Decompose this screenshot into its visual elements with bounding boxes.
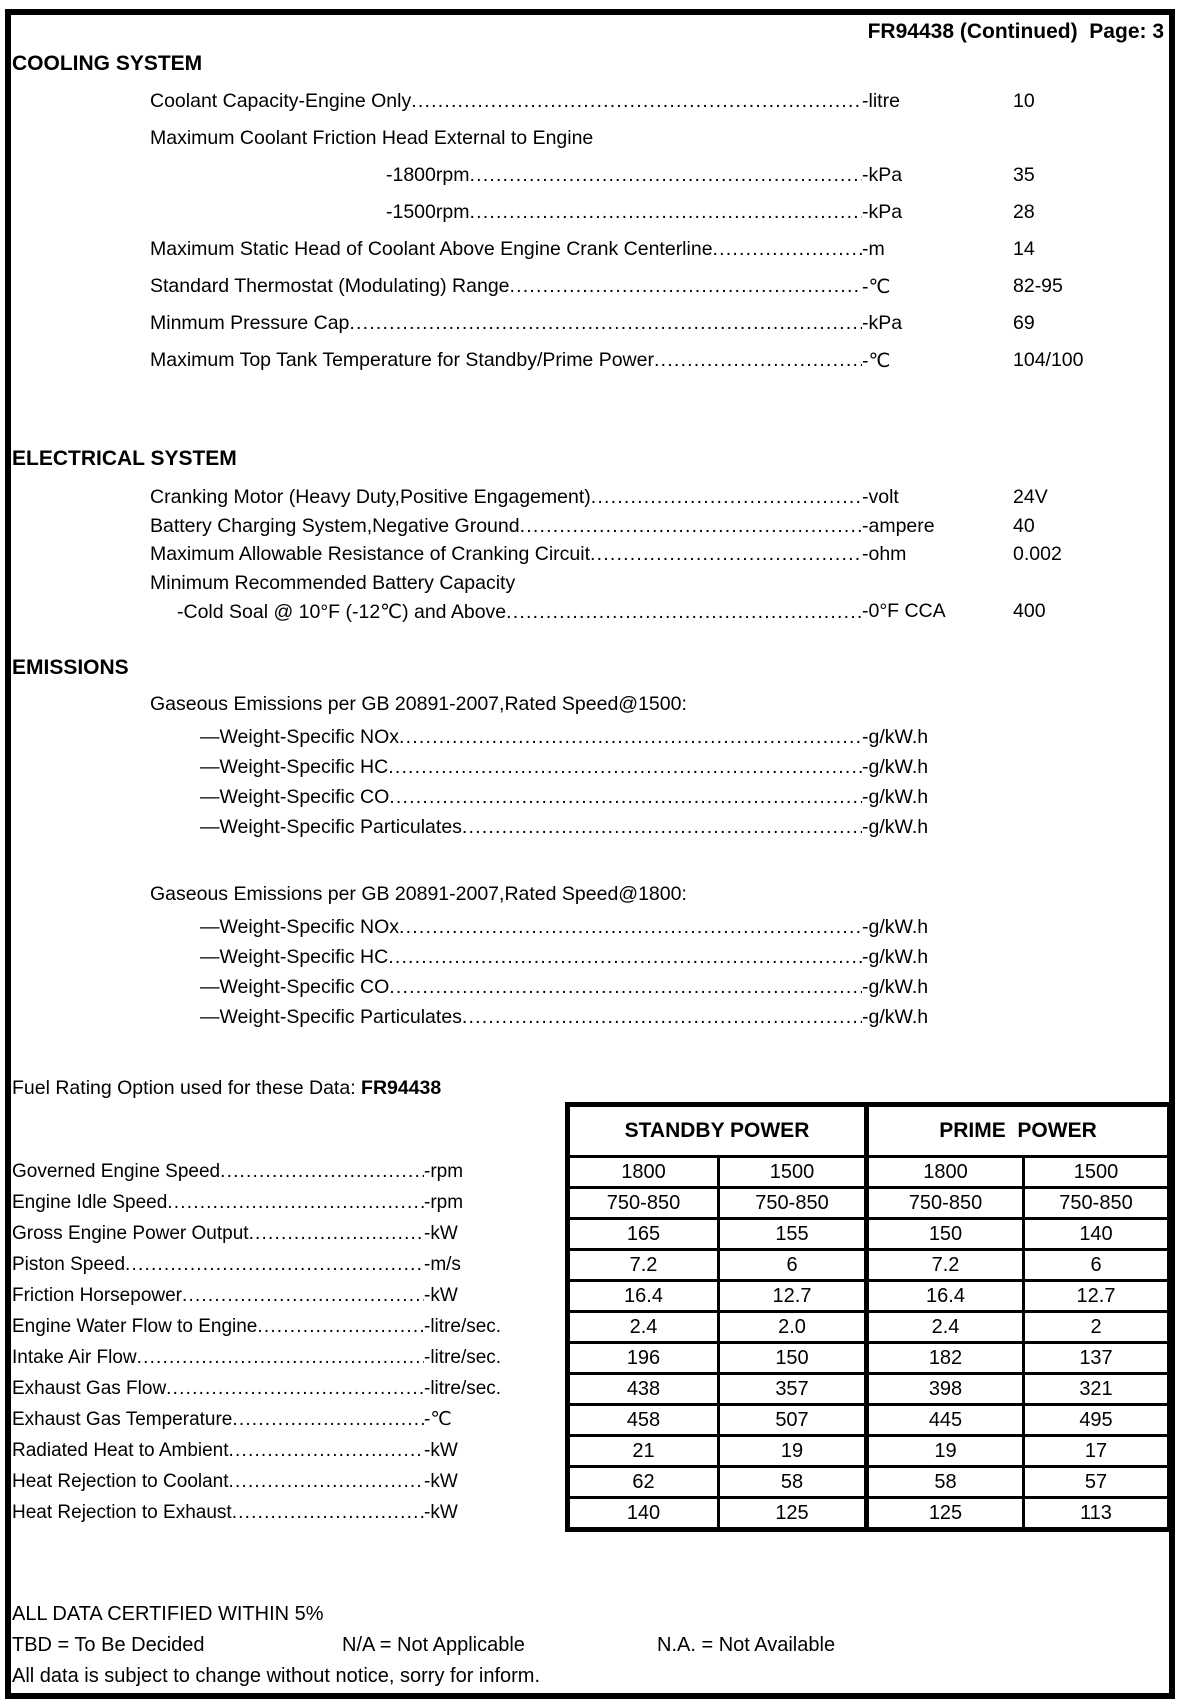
spec-row: [12, 600, 1168, 629]
dot-leader: [520, 515, 862, 538]
cooling-rows: [12, 90, 1168, 386]
dot-leader: [469, 164, 862, 187]
electrical-rows: [12, 486, 1168, 629]
spec-value: 28: [1013, 201, 1035, 223]
spec-row: [12, 786, 1168, 816]
spec-unit: -g/kW.h: [862, 786, 929, 808]
perf-label: Heat Rejection to Exhaust: [12, 1502, 232, 1523]
table-cell: 6: [1024, 1250, 1170, 1281]
dot-leader: [388, 946, 862, 969]
spec-row: [12, 543, 1168, 572]
spec-label: —Weight-Specific NOx: [200, 916, 400, 938]
perf-unit: -litre/sec.: [424, 1316, 502, 1337]
table-cell: 150: [867, 1219, 1024, 1250]
table-row: [568, 1436, 1170, 1467]
spec-value: 40: [1013, 514, 1035, 537]
perf-label-row: [12, 1311, 552, 1342]
table-cell: 16.4: [867, 1281, 1024, 1312]
section-title-electrical: ELECTRICAL SYSTEM: [12, 447, 237, 470]
perf-label: Engine Idle Speed: [12, 1192, 168, 1213]
dot-leader: [399, 916, 862, 939]
spec-row: [12, 946, 1168, 976]
perf-label-row: [12, 1466, 552, 1497]
spec-unit: -kPa: [862, 312, 903, 334]
dot-leader: [462, 1006, 862, 1029]
spec-row: [12, 756, 1168, 786]
perf-label-row: [12, 1435, 552, 1466]
spec-value: 14: [1013, 238, 1035, 260]
dot-leader: [229, 1466, 424, 1497]
section-title-emissions: EMISSIONS: [12, 656, 129, 679]
table-cell: 165: [568, 1219, 719, 1250]
table-cell: 2.4: [867, 1312, 1024, 1343]
table-row: [568, 1312, 1170, 1343]
spec-row: [12, 486, 1168, 515]
table-cell: 19: [867, 1436, 1024, 1467]
table-row: [568, 1498, 1170, 1530]
spec-unit: -g/kW.h: [862, 1006, 929, 1028]
spec-label: —Weight-Specific HC: [200, 946, 389, 968]
legend-na-available: N.A. = Not Available: [657, 1634, 836, 1656]
perf-unit: -m/s: [424, 1254, 461, 1275]
spec-unit: -g/kW.h: [862, 976, 929, 998]
table-cell: 2.0: [719, 1312, 867, 1343]
spec-row: [12, 312, 1168, 349]
table-cell: 125: [719, 1498, 867, 1530]
table-cell: 750-850: [568, 1188, 719, 1219]
table-cell: 12.7: [719, 1281, 867, 1312]
table-cell: 137: [1024, 1343, 1170, 1374]
table-cell: 196: [568, 1343, 719, 1374]
perf-unit: -kW: [424, 1440, 458, 1461]
emissions-group-heading: Gaseous Emissions per GB 20891-2007,Rated Speed@1500:: [150, 693, 687, 715]
table-row: [568, 1374, 1170, 1405]
dot-leader: [399, 726, 862, 749]
dot-leader: [713, 238, 862, 261]
perf-unit: -kW: [424, 1223, 458, 1244]
perf-label-row: [12, 1280, 552, 1311]
spec-unit: -kPa: [862, 164, 903, 186]
table-cell: 182: [867, 1343, 1024, 1374]
fuel-rating-prefix: Fuel Rating Option used for these Data:: [12, 1077, 362, 1099]
spec-unit: -℃: [862, 350, 891, 372]
spec-row: [12, 916, 1168, 946]
table-cell: 321: [1024, 1374, 1170, 1405]
dot-leader: [349, 312, 862, 335]
fuel-rating-code: FR94438: [361, 1077, 442, 1099]
dot-leader: [506, 601, 862, 624]
table-row: [568, 1188, 1170, 1219]
spec-unit: -g/kW.h: [862, 946, 929, 968]
table-cell: 57: [1024, 1467, 1170, 1498]
table-row: [568, 1250, 1170, 1281]
table-cell: 7.2: [867, 1250, 1024, 1281]
perf-label-row: [12, 1218, 552, 1249]
table-cell: 2: [1024, 1312, 1170, 1343]
column-group-standby: STANDBY POWER: [568, 1105, 867, 1157]
dot-leader: [389, 786, 862, 809]
spec-label: -Cold Soal @ 10°F (-12℃) and Above: [177, 601, 507, 623]
spec-label: —Weight-Specific Particulates: [200, 1006, 462, 1028]
spec-label: —Weight-Specific Particulates: [200, 816, 462, 838]
footer-legend: [12, 1634, 1162, 1658]
perf-label: Exhaust Gas Flow: [12, 1378, 167, 1399]
spec-label: Minimum Recommended Battery Capacity: [150, 571, 516, 594]
table-cell: 12.7: [1024, 1281, 1170, 1312]
perf-label: Exhaust Gas Temperature: [12, 1409, 233, 1430]
spec-label: Coolant Capacity-Engine Only: [150, 90, 412, 112]
table-cell: 113: [1024, 1498, 1170, 1530]
footer-certified: ALL DATA CERTIFIED WITHIN 5%: [12, 1603, 324, 1625]
spec-row: [12, 572, 1168, 601]
perf-unit: -rpm: [424, 1161, 464, 1182]
spec-unit: -ohm: [862, 543, 907, 565]
perf-unit: -℃: [424, 1409, 452, 1430]
table-cell: 1500: [1024, 1157, 1170, 1188]
perf-label: Radiated Heat to Ambient: [12, 1440, 229, 1461]
spec-label: Maximum Coolant Friction Head External to Engine: [150, 127, 594, 149]
table-cell: 438: [568, 1374, 719, 1405]
legend-na-applicable: N/A = Not Applicable: [342, 1634, 525, 1656]
dot-leader: [220, 1156, 424, 1187]
dot-leader: [654, 349, 862, 372]
dot-leader: [167, 1187, 424, 1218]
spec-label: —Weight-Specific HC: [200, 756, 389, 778]
spec-value: 24V: [1013, 486, 1048, 508]
table-cell: 1500: [719, 1157, 867, 1188]
spec-row: [12, 238, 1168, 275]
table-cell: 140: [568, 1498, 719, 1530]
table-cell: 750-850: [719, 1188, 867, 1219]
table-cell: 750-850: [1024, 1188, 1170, 1219]
spec-unit: -ampere: [862, 514, 935, 537]
table-cell: 16.4: [568, 1281, 719, 1312]
table-cell: 125: [867, 1498, 1024, 1530]
spec-unit: -℃: [862, 276, 891, 298]
table-row: [568, 1157, 1170, 1188]
dot-leader: [232, 1404, 424, 1435]
dot-leader: [137, 1342, 424, 1373]
perf-unit: -litre/sec.: [424, 1378, 502, 1399]
spec-label: -1800rpm: [386, 164, 470, 186]
table-row: [568, 1467, 1170, 1498]
dot-leader: [591, 486, 862, 509]
fuel-rating-line: [12, 1077, 441, 1100]
spec-value: 35: [1013, 164, 1035, 186]
spec-unit: -0°F CCA: [862, 600, 946, 622]
spec-value: 104/100: [1013, 349, 1084, 371]
spec-row: [12, 201, 1168, 238]
dot-leader: [389, 976, 862, 999]
spec-label: -1500rpm: [386, 201, 470, 223]
spec-label: Maximum Allowable Resistance of Cranking Circuit: [150, 543, 590, 565]
table-cell: 445: [867, 1405, 1024, 1436]
perf-label: Gross Engine Power Output: [12, 1223, 249, 1244]
table-cell: 150: [719, 1343, 867, 1374]
spec-value: 10: [1013, 90, 1035, 112]
dot-leader: [510, 275, 862, 298]
spec-label: Cranking Motor (Heavy Duty,Positive Engagement): [150, 486, 591, 508]
perf-label: Friction Horsepower: [12, 1285, 182, 1306]
table-cell: 155: [719, 1219, 867, 1250]
spec-row: [12, 349, 1168, 386]
spec-label: Standard Thermostat (Modulating) Range: [150, 275, 510, 297]
spec-unit: -volt: [862, 486, 899, 508]
perf-label-row: [12, 1156, 552, 1187]
dot-leader: [469, 201, 862, 224]
table-cell: 58: [719, 1467, 867, 1498]
perf-label-row: [12, 1497, 552, 1528]
spec-unit: -g/kW.h: [862, 726, 929, 748]
column-group-prime: PRIME POWER: [867, 1105, 1170, 1157]
table-cell: 495: [1024, 1405, 1170, 1436]
table-cell: 17: [1024, 1436, 1170, 1467]
table-cell: 750-850: [867, 1188, 1024, 1219]
table-cell: 140: [1024, 1219, 1170, 1250]
table-cell: 507: [719, 1405, 867, 1436]
spec-unit: -m: [862, 238, 885, 260]
spec-value: 400: [1013, 600, 1046, 622]
perf-label-row: [12, 1249, 552, 1280]
dot-leader: [462, 816, 862, 839]
spec-unit: -g/kW.h: [862, 816, 929, 838]
spec-label: Minmum Pressure Cap: [150, 312, 350, 334]
table-cell: 62: [568, 1467, 719, 1498]
spec-row: [12, 275, 1168, 312]
spec-value: 82-95: [1013, 275, 1063, 297]
table-cell: 1800: [867, 1157, 1024, 1188]
dot-leader: [229, 1435, 424, 1466]
table-cell: 19: [719, 1436, 867, 1467]
perf-label: Engine Water Flow to Engine: [12, 1316, 258, 1337]
perf-label: Piston Speed: [12, 1254, 126, 1275]
performance-table: [565, 1102, 1172, 1532]
table-row: [568, 1281, 1170, 1312]
footer-notice: All data is subject to change without notice, sorry for inform.: [12, 1665, 541, 1687]
spec-unit: -litre: [862, 90, 900, 112]
spec-label: Maximum Top Tank Temperature for Standby/Prime Power: [150, 349, 654, 371]
perf-label-row: [12, 1342, 552, 1373]
dot-leader: [411, 90, 862, 113]
table-cell: 6: [719, 1250, 867, 1281]
perf-label-row: [12, 1373, 552, 1404]
legend-tbd: TBD = To Be Decided: [12, 1634, 205, 1656]
spec-value: 0.002: [1013, 543, 1062, 565]
perf-unit: -kW: [424, 1502, 458, 1523]
dot-leader: [166, 1373, 424, 1404]
perf-unit: -litre/sec.: [424, 1347, 502, 1368]
spec-row: [12, 1006, 1168, 1036]
table-row: [568, 1343, 1170, 1374]
perf-unit: -kW: [424, 1471, 458, 1492]
table-cell: 21: [568, 1436, 719, 1467]
page-header: FR94438 (Continued) Page: 3: [867, 20, 1164, 43]
table-cell: 7.2: [568, 1250, 719, 1281]
performance-labels: [12, 1156, 552, 1528]
spec-unit: -kPa: [862, 201, 903, 223]
dot-leader: [232, 1497, 424, 1528]
table-cell: 58: [867, 1467, 1024, 1498]
table-cell: 458: [568, 1405, 719, 1436]
dot-leader: [182, 1280, 424, 1311]
table-header-row: [568, 1105, 1170, 1157]
table-row: [568, 1405, 1170, 1436]
table-cell: 357: [719, 1374, 867, 1405]
spec-row: [12, 127, 1168, 164]
emissions-group2-rows: [12, 916, 1168, 1036]
spec-label: —Weight-Specific CO: [200, 786, 390, 808]
perf-label: Heat Rejection to Coolant: [12, 1471, 229, 1492]
table-cell: 2.4: [568, 1312, 719, 1343]
perf-label-row: [12, 1404, 552, 1435]
table-cell: 398: [867, 1374, 1024, 1405]
spec-label: —Weight-Specific CO: [200, 976, 390, 998]
dot-leader: [388, 756, 862, 779]
table-row: [568, 1219, 1170, 1250]
table-cell: 1800: [568, 1157, 719, 1188]
perf-unit: -kW: [424, 1285, 458, 1306]
section-title-cooling: COOLING SYSTEM: [12, 52, 203, 75]
spec-value: 69: [1013, 312, 1035, 334]
perf-label: Intake Air Flow: [12, 1347, 137, 1368]
spec-unit: -g/kW.h: [862, 756, 929, 778]
dot-leader: [125, 1249, 424, 1280]
emissions-group-heading: Gaseous Emissions per GB 20891-2007,Rated Speed@1800:: [150, 883, 687, 905]
spec-row: [12, 726, 1168, 756]
spec-label: Battery Charging System,Negative Ground: [150, 514, 520, 537]
spec-row: [12, 90, 1168, 127]
dot-leader: [249, 1218, 424, 1249]
spec-row: [12, 515, 1168, 544]
dot-leader: [590, 543, 862, 566]
dot-leader: [257, 1311, 424, 1342]
spec-label: —Weight-Specific NOx: [200, 726, 400, 748]
perf-unit: -rpm: [424, 1192, 464, 1213]
emissions-group1-rows: [12, 726, 1168, 846]
spec-unit: -g/kW.h: [862, 916, 929, 938]
spec-row: [12, 164, 1168, 201]
perf-label-row: [12, 1187, 552, 1218]
spec-label: Maximum Static Head of Coolant Above Engine Crank Centerline: [150, 238, 713, 260]
spec-row: [12, 816, 1168, 846]
perf-label: Governed Engine Speed: [12, 1161, 221, 1182]
spec-row: [12, 976, 1168, 1006]
